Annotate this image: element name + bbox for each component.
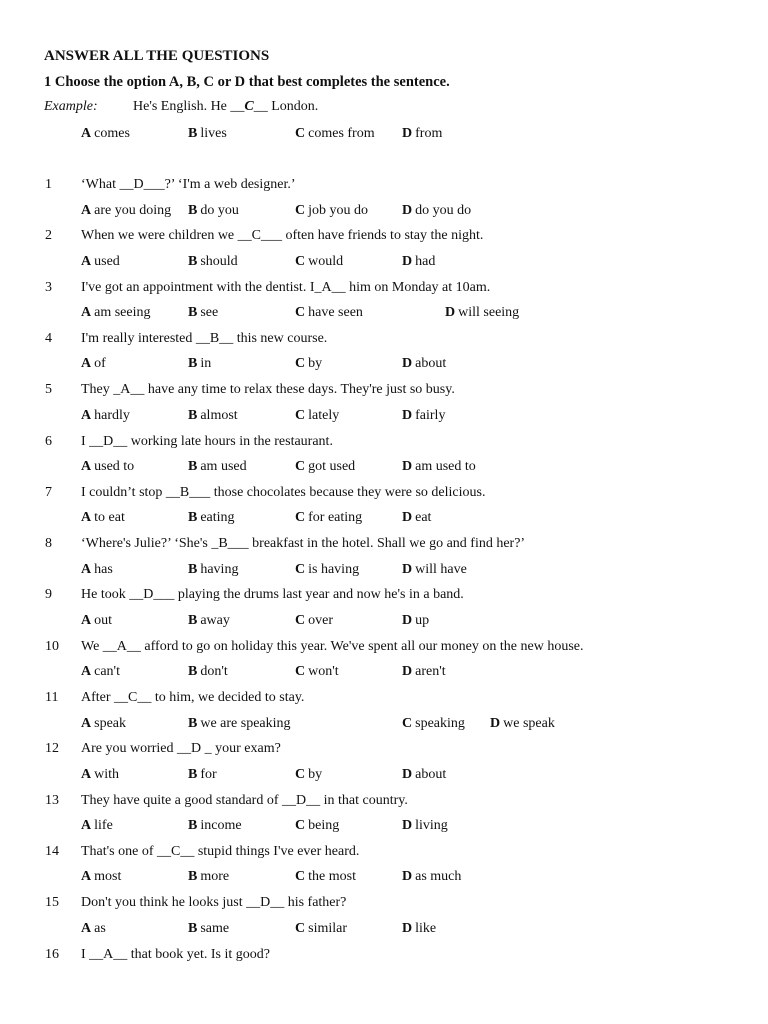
option-letter: B [188,818,198,834]
option-b [188,613,230,629]
option-a [81,562,113,578]
question-text: ‘Where's Julie?’ ‘She's _B___ breakfast in the hotel. Shall we go and find her?’ [81,536,526,552]
option-text: would [308,253,344,269]
option-letter: C [295,305,306,321]
option-b [188,408,238,424]
question-number: 7 [45,484,52,500]
option-text: speak [94,715,127,731]
option-b [188,356,211,372]
option-letter: A [81,356,92,372]
example-sentence-after: __ London. [253,99,319,114]
option-text: hardly [94,407,130,423]
option-text: up [415,612,430,628]
example-answer: C [244,99,254,114]
option-text: being [308,818,340,834]
option-text: life [94,818,113,834]
option-letter: B [188,766,198,782]
option-letter: A [81,202,92,218]
option-letter: D [402,253,413,269]
option-text: eat [415,510,432,526]
option-b [188,459,247,475]
option-text: over [308,612,334,628]
question-text: ‘What __D___?’ ‘I'm a web designer.’ [81,177,296,192]
option-letter: D [402,407,413,423]
option-text: has [94,561,113,577]
option-d [402,408,445,424]
option-letter: D [402,869,413,885]
question-number: 8 [45,536,52,552]
question-text: Don't you think he looks just __D__ his father? [81,895,347,911]
option-d [402,818,448,834]
question-text: When we were children we __C___ often have friends to stay the night. [81,228,484,244]
option-text: don't [200,664,228,680]
option-text: aren't [415,664,446,680]
option-letter: D [402,510,413,526]
option-text: job you do [308,202,369,218]
option-a [81,818,113,834]
option-b [188,664,228,680]
option-d [402,459,476,475]
option-letter: C [295,766,306,782]
option-text: more [200,869,230,885]
option-c [295,664,339,680]
question-number: 5 [45,382,52,398]
option-letter: D [402,459,413,474]
option-b [188,921,229,937]
option-text: by [308,356,323,372]
option-text: am used to [415,459,476,474]
option-letter: B [188,459,198,474]
option-c [295,869,356,885]
question-number: 9 [45,587,52,603]
option-text: as [94,920,106,936]
option-letter: C [295,459,306,474]
option-text: living [415,818,448,834]
option-c [402,716,465,732]
option-d [402,664,446,680]
option-a [81,356,106,372]
option-d [402,869,461,885]
option-letter: D [402,126,413,141]
option-letter: A [81,766,92,782]
question-number: 11 [45,690,59,705]
option-letter: A [81,920,92,936]
option-c [295,305,363,321]
option-letter: D [402,920,413,936]
option-d [402,921,436,937]
option-a [81,510,125,526]
option-letter: A [81,459,92,474]
option-a [81,921,106,937]
option-d [402,510,431,526]
option-text: won't [308,664,339,680]
option-letter: A [81,818,92,834]
option-a [81,408,130,424]
option-c [295,459,355,475]
option-letter: D [402,818,413,834]
option-c [295,510,362,526]
option-text: with [94,766,120,782]
option-letter: B [188,126,198,141]
option-b [188,818,242,834]
option-text: do you do [415,202,472,218]
option-text: like [415,920,437,936]
option-letter: D [490,715,501,731]
option-a [81,716,126,732]
option-letter: D [402,561,413,577]
question-number: 6 [45,433,52,449]
option-text: having [200,561,239,577]
option-text: fairly [415,407,446,423]
option-letter: D [402,664,413,680]
question-number: 12 [45,741,59,757]
option-text: have seen [308,305,363,321]
option-text: of [94,356,106,372]
question-number: 14 [45,843,59,859]
option-c [295,613,333,629]
option-text: away [200,612,230,628]
option-letter: C [295,664,306,680]
option-text: can't [94,664,120,680]
question-text: Are you worried __D _ your exam? [81,741,281,757]
option-a [81,613,112,629]
option-text: are you doing [94,202,172,218]
option-a [81,664,120,680]
option-b [188,254,238,270]
option-letter: D [402,202,413,218]
option-text: from [415,126,443,141]
option-letter: A [81,253,92,269]
option-letter: A [81,561,92,577]
option-text: should [200,253,238,269]
option-letter: C [295,202,306,218]
option-text: almost [200,407,238,423]
option-letter: D [402,612,413,628]
question-number: 3 [45,279,52,295]
option-text: same [200,920,230,936]
option-letter: C [295,869,306,885]
option-text: will have [415,561,467,577]
option-c [295,562,359,578]
option-text: comes from [308,126,375,141]
option-text: will seeing [458,305,520,321]
option-b [188,716,291,732]
option-text: am used [200,459,247,474]
option-text: for [200,766,217,782]
option-letter: A [81,305,92,321]
option-b [188,562,238,578]
option-text: most [94,869,122,885]
option-letter: D [402,356,413,372]
question-text: That's one of __C__ stupid things I've ever heard. [81,843,360,859]
question-text: I'm really interested __B__ this new course. [81,330,328,346]
option-a [81,203,171,219]
option-a [81,254,120,270]
option-c [295,921,347,937]
option-letter: D [402,766,413,782]
option-text: eating [200,510,235,526]
option-letter: B [188,356,198,372]
option-letter: C [295,510,306,526]
option-text: to eat [94,510,125,526]
option-b [188,869,229,885]
option-text: do you [200,202,239,218]
option-text: we are speaking [200,715,291,731]
option-letter: B [188,407,198,423]
option-letter: C [402,715,413,731]
question-number: 4 [45,330,52,346]
question-text: They have quite a good standard of __D__ in that country. [81,792,408,808]
question-text: We __A__ afford to go on holiday this year. We've spent all our money on the new house. [81,638,584,654]
exercise-instruction: 1 Choose the option A, B, C or D that best completes the sentence. [44,74,450,90]
option-b [188,305,218,321]
option-letter: B [188,253,198,269]
option-letter: C [295,920,306,936]
page-heading: ANSWER ALL THE QUESTIONS [44,48,270,64]
option-b [188,510,235,526]
option-letter: C [295,561,306,577]
option-text: used [94,253,120,269]
option-d [402,254,435,270]
option-c [295,408,339,424]
option-text: comes [94,126,130,141]
option-d [402,126,442,142]
question-number: 16 [45,946,59,962]
option-a [81,459,134,475]
option-d [490,716,555,732]
option-d [402,767,446,783]
option-text: is having [308,561,360,577]
option-d [402,203,471,219]
option-letter: B [188,202,198,218]
option-letter: A [81,715,92,731]
option-letter: C [295,612,306,628]
question-number: 10 [45,638,59,654]
option-d [402,562,467,578]
option-text: for eating [308,510,363,526]
question-text: After __C__ to him, we decided to stay. [81,690,305,705]
question-number: 1 [45,177,52,192]
option-a [81,305,151,321]
option-letter: C [295,407,306,423]
option-text: about [415,766,447,782]
option-text: income [200,818,242,834]
option-text: in [200,356,212,372]
question-number: 13 [45,792,59,808]
question-text: They _A__ have any time to relax these days. They're just so busy. [81,382,455,398]
option-text: by [308,766,323,782]
option-text: got used [308,459,356,474]
option-text: as much [415,869,462,885]
example-label: Example: [44,99,98,114]
question-text: He took __D___ playing the drums last year and now he's in a band. [81,587,464,603]
option-letter: B [188,612,198,628]
example-sentence-row [44,99,644,119]
option-c [295,767,322,783]
option-text: am seeing [94,305,151,321]
question-text: I've got an appointment with the dentist. I_A__ him on Monday at 10am. [81,279,491,295]
option-letter: B [188,715,198,731]
option-text: speaking [415,715,465,731]
option-d [402,613,429,629]
option-letter: A [81,126,92,141]
option-b [188,126,227,142]
option-a [81,869,121,885]
option-text: out [94,612,113,628]
question-number: 15 [45,895,59,911]
option-text: similar [308,920,348,936]
option-letter: A [81,510,92,526]
option-text: lately [308,407,340,423]
option-letter: C [295,126,306,141]
option-a [81,767,119,783]
option-letter: D [445,305,456,321]
option-c [295,818,339,834]
option-text: lives [200,126,227,141]
option-b [188,767,217,783]
question-text: I couldn’t stop __B___ those chocolates because they were so delicious. [81,484,486,500]
option-letter: C [295,253,306,269]
option-c [295,203,368,219]
option-letter: B [188,305,198,321]
question-text: I __A__ that book yet. Is it good? [81,946,270,962]
question-number: 2 [45,228,52,244]
option-letter: A [81,407,92,423]
option-text: used to [94,459,135,474]
option-letter: A [81,869,92,885]
option-text: the most [308,869,356,885]
option-c [295,126,375,142]
option-letter: B [188,510,198,526]
option-text: had [415,253,436,269]
option-letter: C [295,356,306,372]
option-letter: A [81,612,92,628]
option-letter: B [188,561,198,577]
question-text: I __D__ working late hours in the restaurant. [81,433,333,449]
option-text: see [200,305,219,321]
example-sentence [133,99,318,115]
option-d [402,356,446,372]
option-b [188,203,239,219]
example-sentence-before: He's English. He __ [133,99,245,114]
option-letter: C [295,818,306,834]
option-c [295,254,343,270]
option-c [295,356,322,372]
option-text: about [415,356,447,372]
option-letter: B [188,920,198,936]
option-text: we speak [503,715,555,731]
option-letter: A [81,664,92,680]
option-a [81,126,130,142]
option-letter: B [188,869,198,885]
option-d [445,305,519,321]
option-letter: B [188,664,198,680]
